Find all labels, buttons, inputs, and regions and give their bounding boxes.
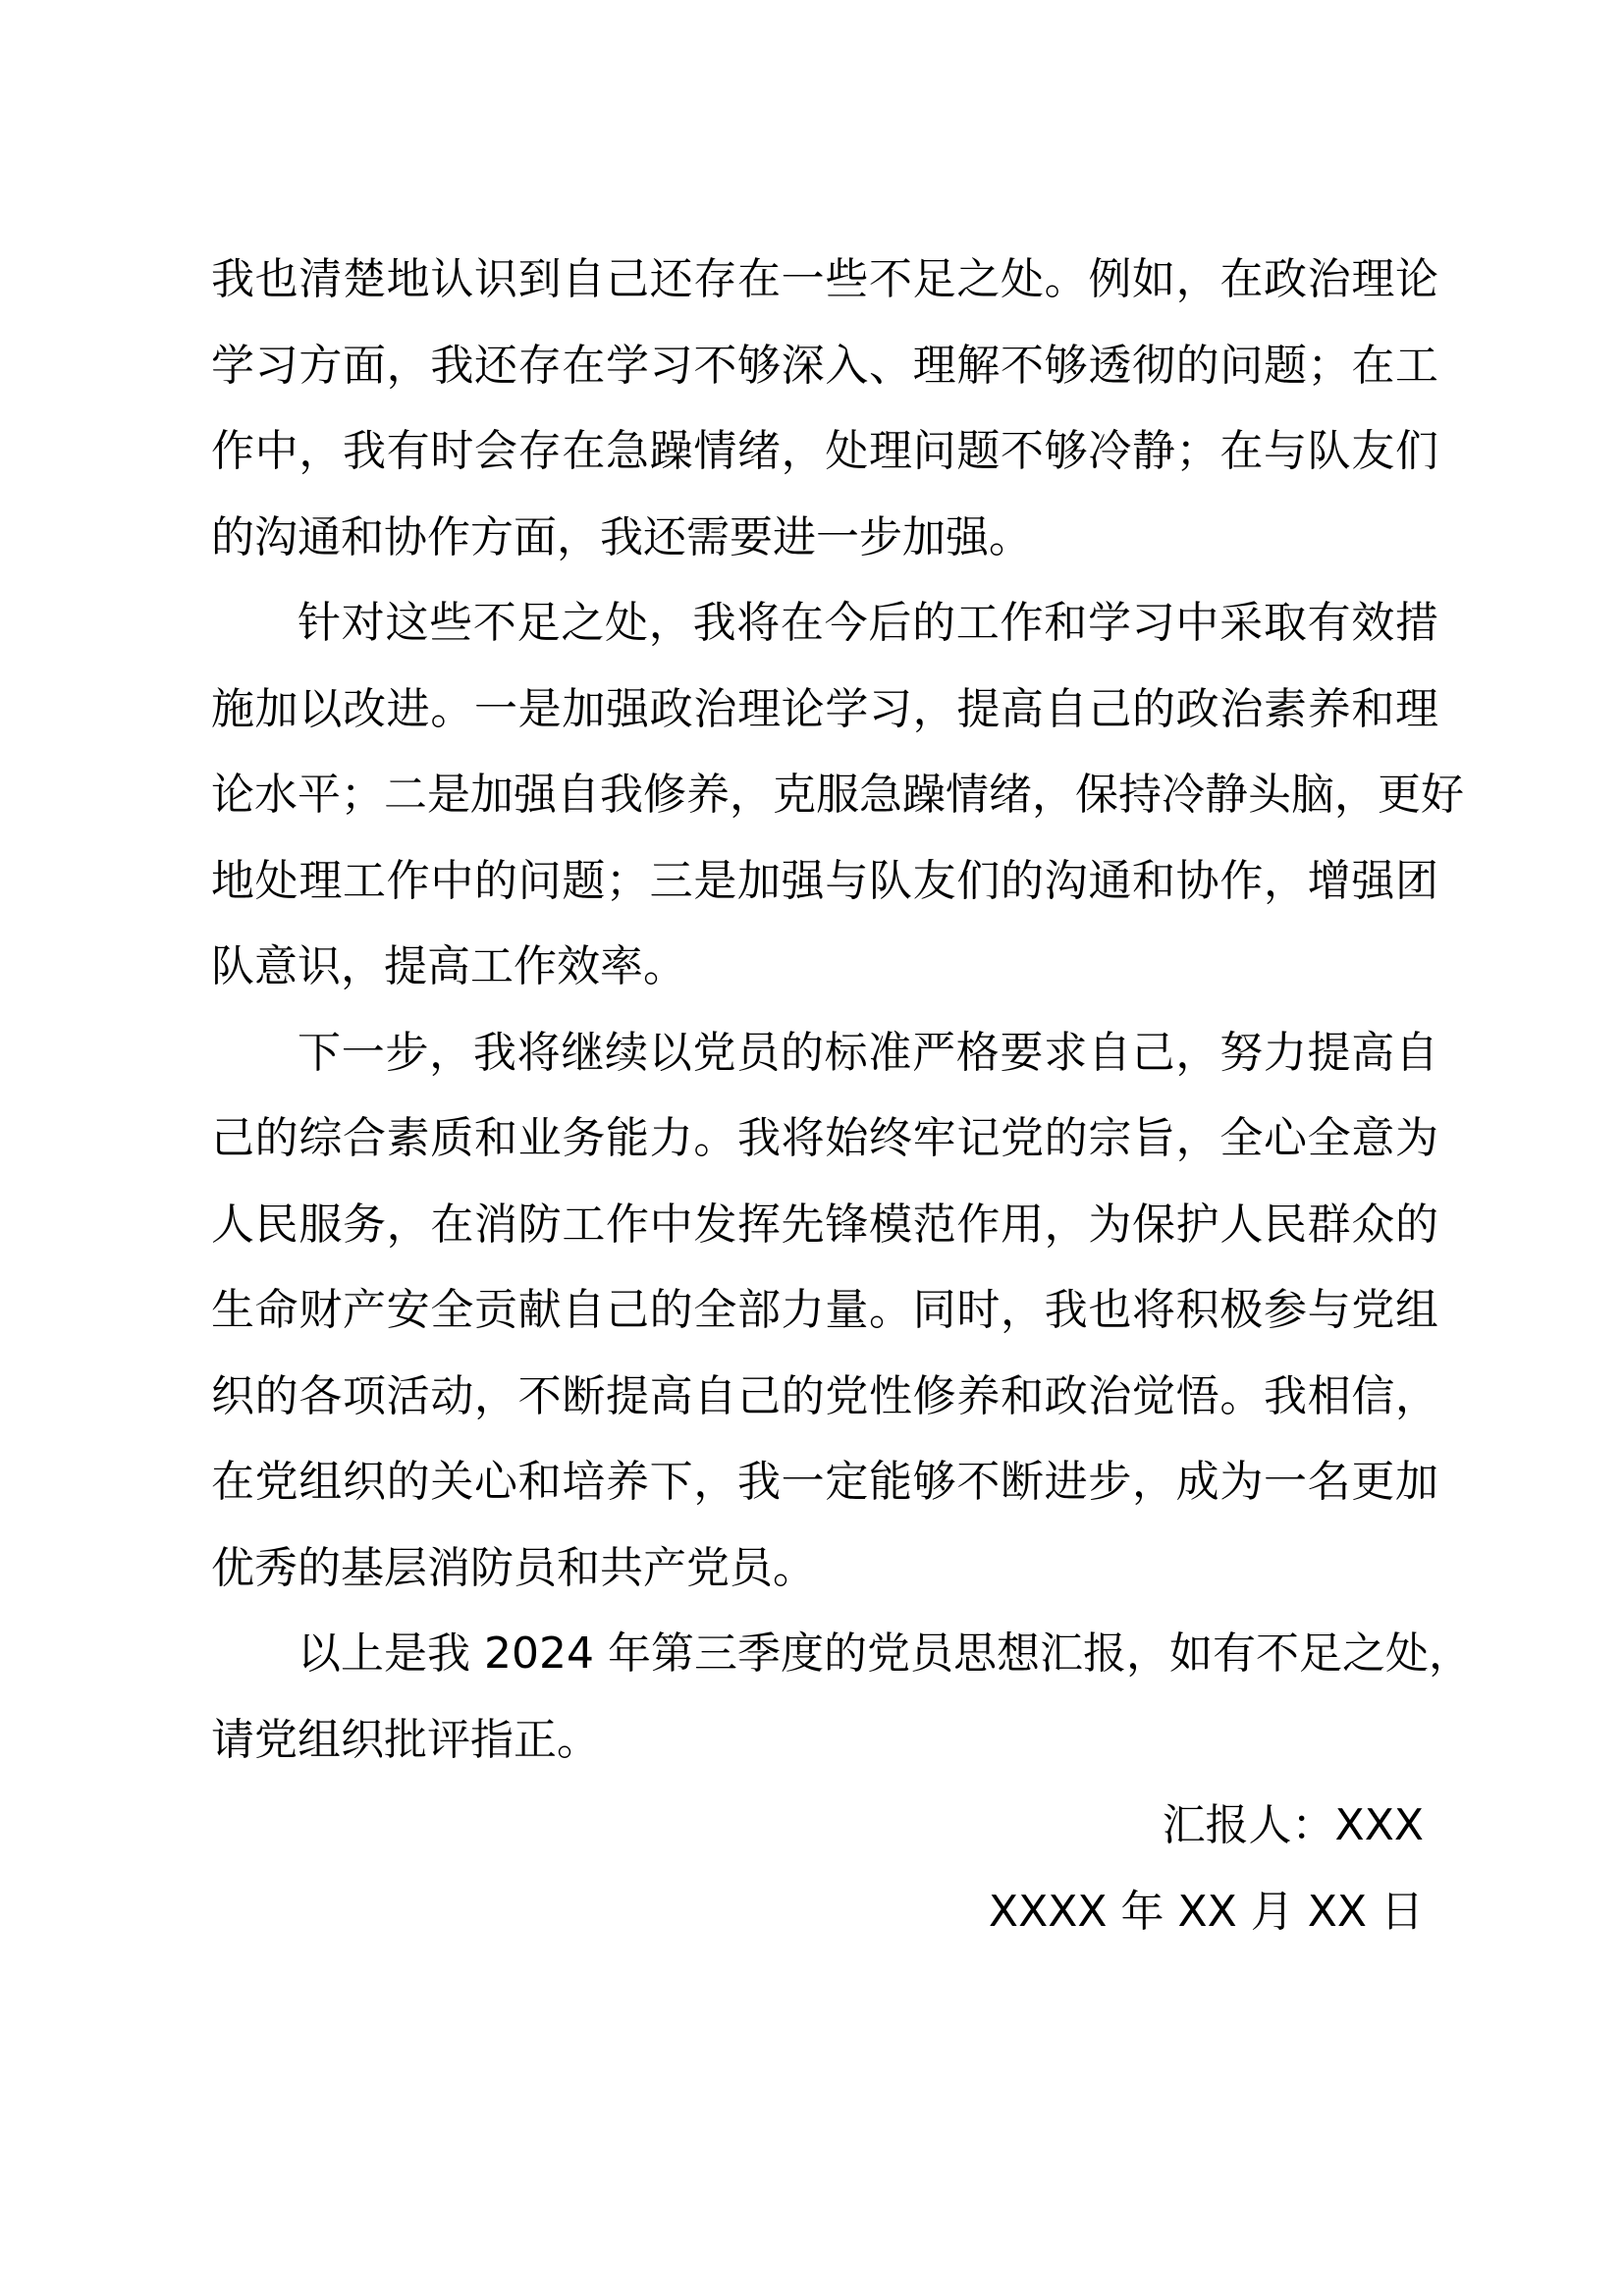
reporter-signature: 汇报人：XXX (1162, 1800, 1424, 1850)
paragraph-line: 生命财产安全贡献自己的全部力量。同时，我也将积极参与党组 (211, 1285, 1438, 1335)
paragraph-line: 地处理工作中的问题；三是加强与队友们的沟通和协作，增强团 (211, 855, 1438, 906)
paragraph-line: 优秀的基层消防员和共产党员。 (211, 1542, 816, 1593)
paragraph-line: 人民服务，在消防工作中发挥先锋模范作用，为保护人民群众的 (211, 1199, 1438, 1250)
paragraph-line: 针对这些不足之处，我将在今后的工作和学习中采取有效措 (298, 598, 1438, 648)
paragraph-line: 论水平；二是加强自我修养，克服急躁情绪，保持冷静头脑，更好 (211, 770, 1464, 820)
paragraph-line: 在党组织的关心和培养下，我一定能够不断进步，成为一名更加 (211, 1457, 1438, 1507)
paragraph (211, 237, 1438, 580)
paragraph-line: 己的综合素质和业务能力。我将始终牢记党的宗旨，全心全意为 (211, 1113, 1438, 1163)
paragraph-line: 请党组织批评指正。 (211, 1714, 600, 1765)
paragraph-line: 下一步，我将继续以党员的标准严格要求自己，努力提高自 (298, 1027, 1438, 1078)
paragraph-line: 作中，我有时会存在急躁情绪，处理问题不够冷静；在与队友们 (211, 426, 1438, 476)
paragraph (211, 1010, 1438, 1612)
document-body (211, 237, 1472, 1954)
paragraph (211, 1611, 1472, 1783)
paragraph-line: 的沟通和协作方面，我还需要进一步加强。 (211, 511, 1032, 562)
paragraph-line: 我也清楚地认识到自己还存在一些不足之处。例如，在政治理论 (211, 254, 1438, 304)
paragraph-line: 施加以改进。一是加强政治理论学习，提高自己的政治素养和理 (211, 683, 1438, 734)
paragraph-line: 队意识，提高工作效率。 (211, 941, 686, 991)
paragraph (211, 580, 1464, 1010)
paragraph-line: 织的各项活动，不断提高自己的党性修养和政治觉悟。我相信， (211, 1370, 1438, 1421)
report-date: XXXX 年 XX 月 XX 日 (988, 1886, 1424, 1937)
paragraph-line: 学习方面，我还存在学习不够深入、理解不够透彻的问题；在工 (211, 340, 1438, 391)
paragraph-line: 以上是我 2024 年第三季度的党员思想汇报，如有不足之处， (298, 1629, 1472, 1679)
